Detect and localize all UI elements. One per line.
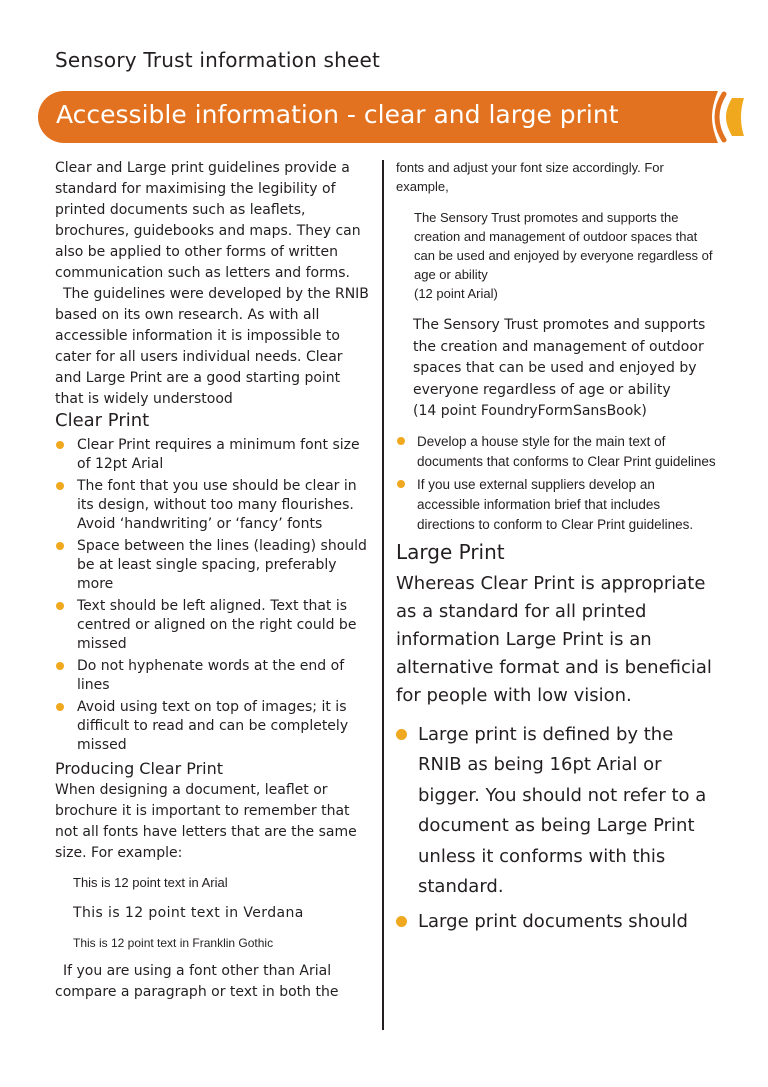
bullet-icon	[397, 437, 405, 445]
sample-verdana: This is 12 point text in Verdana	[73, 905, 304, 921]
intro-paragraph: Clear and Large print guidelines provide a standard for maximising the legibility of printed documents such as leaflets, brochures, guidebooks and maps. They can also be applied to other forms of written communication such as letters and forms.	[55, 160, 361, 281]
list-item: Develop a house style for the main text of documents that conforms to Clear Print guidelines	[396, 432, 718, 472]
title-banner	[38, 91, 694, 143]
sheet-header: Sensory Trust information sheet	[55, 48, 381, 72]
sample-arial: This is 12 point text in Arial	[73, 875, 228, 890]
clear-print-list	[55, 436, 373, 755]
clear-print-heading: Clear Print	[55, 410, 150, 431]
large-print-intro: Whereas Clear Print is appropriate as a standard for all printed information Large Print is an alternative format and is beneficial for people with low vision.	[396, 572, 712, 706]
producing-paragraph: When designing a document, leaflet or brochure it is important to remember that not all fonts have letters that are the same size. For example:	[55, 782, 357, 861]
right-column	[396, 158, 718, 941]
list-item: Text should be left aligned. Text that is centred or aligned on the right could be missed	[55, 597, 373, 654]
example-arial: The Sensory Trust promotes and supports the creation and management of outdoor spaces that can be used and enjoyed by everyone regardless of age or ability (12 point Arial)	[414, 210, 713, 301]
intro-paragraph-2: The guidelines were developed by the RNIB based on its own research. As with all accessible information it is impossible to cater for all users individual needs. Clear and Large Print are a good starting point that is widely understood	[55, 286, 369, 407]
list-item: Clear Print requires a minimum font size of 12pt Arial	[55, 436, 373, 474]
bullet-icon	[396, 729, 407, 740]
bullet-icon	[56, 662, 64, 670]
list-item: Do not hyphenate words at the end of lines	[55, 657, 373, 695]
bracket-decoration-icon	[694, 88, 752, 146]
bullet-icon	[56, 441, 64, 449]
list-item: Large print is defined by the RNIB as being 16pt Arial or bigger. You should not refer to a document as being Large Print unless it conforms with this standard.	[396, 720, 718, 903]
left-column	[55, 158, 373, 1003]
list-item: The font that you use should be clear in its design, without too many flourishes. Avoid ‘handwriting’ or ‘fancy’ fonts	[55, 477, 373, 534]
large-print-list	[396, 720, 718, 938]
large-print-heading: Large Print	[396, 539, 505, 564]
bullet-icon	[397, 480, 405, 488]
list-item: If you use external suppliers develop an accessible information brief that includes directions to conform to Clear Print guidelines.	[396, 475, 718, 535]
list-item: Large print documents should	[396, 907, 718, 938]
bullet-icon	[56, 703, 64, 711]
page-title: Accessible information - clear and large print	[56, 100, 619, 129]
sample-franklin-gothic: This is 12 point text in Franklin Gothic	[73, 936, 274, 950]
closing-paragraph: If you are using a font other than Arial compare a paragraph or text in both the	[55, 963, 339, 1000]
example-foundry: The Sensory Trust promotes and supports the creation and management of outdoor spaces that can be used and enjoyed by everyone regardless of age or ability (14 point FoundryFormSansBook)	[413, 317, 706, 419]
producing-clear-print-heading: Producing Clear Print	[55, 759, 224, 778]
house-style-list	[396, 432, 718, 535]
bullet-icon	[56, 602, 64, 610]
bullet-icon	[396, 916, 407, 927]
column-divider	[382, 160, 384, 1030]
continued-paragraph: fonts and adjust your font size accordingly. For example,	[396, 160, 664, 194]
bullet-icon	[56, 482, 64, 490]
bullet-icon	[56, 542, 64, 550]
list-item: Avoid using text on top of images; it is difficult to read and can be completely missed	[55, 698, 373, 755]
list-item: Space between the lines (leading) should be at least single spacing, preferably more	[55, 537, 373, 594]
